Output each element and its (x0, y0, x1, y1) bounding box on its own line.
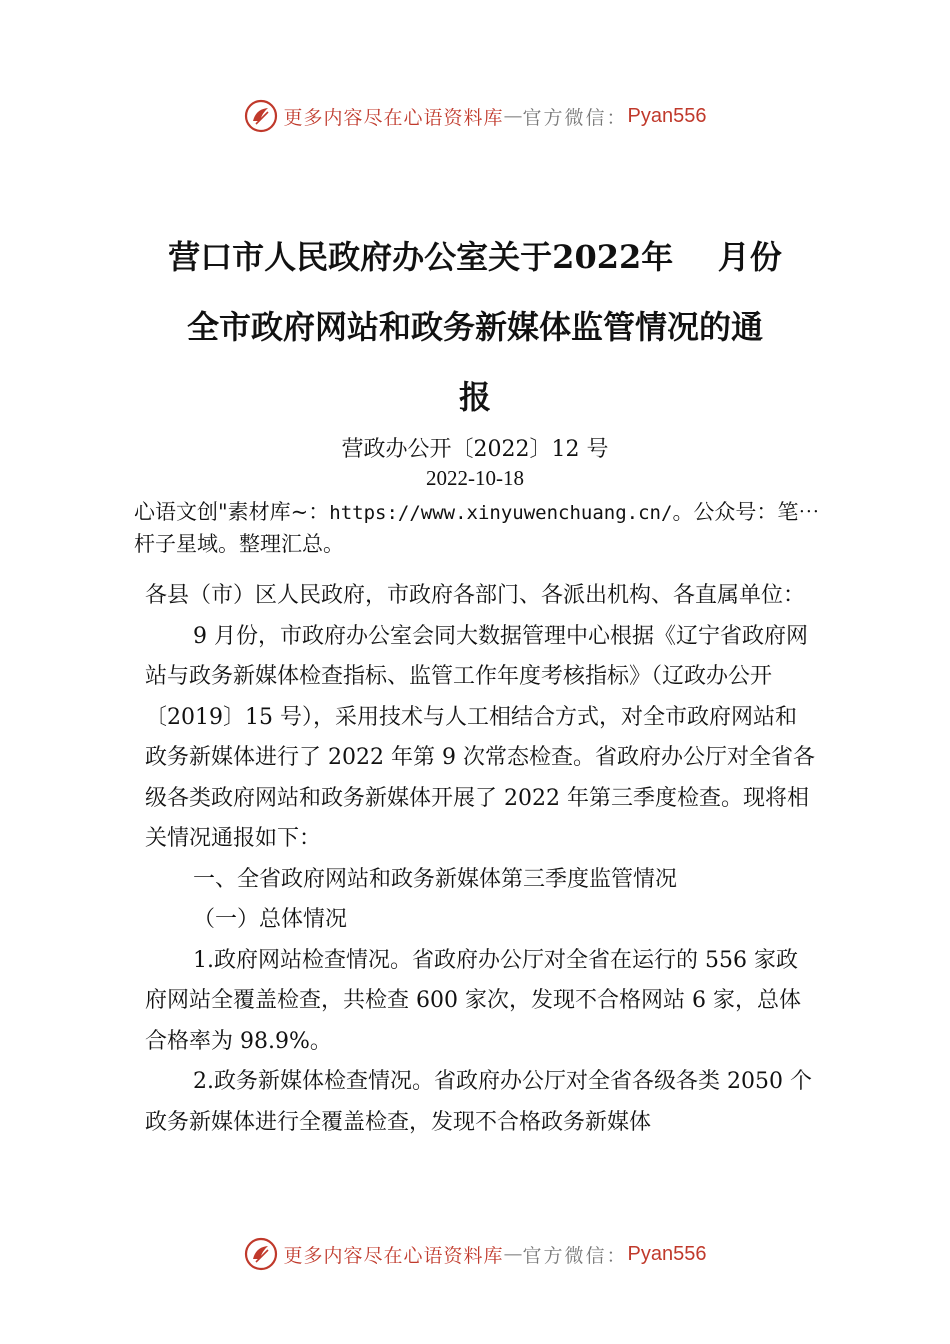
header-banner (0, 96, 950, 136)
brand-logo-icon (244, 99, 278, 133)
source-prefix: 心语文创"素材库~： (134, 500, 330, 524)
title-line-1: 营口市人民政府办公室关于2022年 月份 (168, 238, 782, 276)
source-note (134, 497, 834, 560)
banner-wechat-label: 官方微信： (522, 106, 628, 129)
document-title (120, 222, 830, 432)
banner-dash: — (503, 1243, 523, 1265)
paragraph-intro: 9 月份，市政府办公室会同大数据管理中心根据《辽宁省政府网站与政务新媒体检查指标、监管工作年度考核指标》（辽政办公开〔2019〕15 号），采用技术与人工相结合方式，对全市政府网站和政务新媒体进行了 2022 年第 9 次常态检查。省政府办公厅对全省各级各类政府网站和政务新媒体开展了 2022 年第三季度检查。现将相关情况通报如下： (145, 623, 815, 851)
banner-wechat-id: Pyan556 (627, 1242, 707, 1265)
banner-wechat-label: 官方微信： (522, 1244, 628, 1267)
title-line-2: 全市政府网站和政务新媒体监管情况的通 (186, 308, 763, 346)
document-number: 营政办公开〔2022〕12 号 (341, 437, 609, 462)
paragraph-new-media-check: 2.政务新媒体检查情况。省政府办公厅对全省各级各类 2050 个政务新媒体进行全覆盖检查，发现不合格政务新媒体 (145, 1069, 812, 1135)
subsection-heading-1: （一）总体情况 (193, 907, 348, 932)
footer-banner (0, 1234, 950, 1274)
brand-logo-icon (244, 1237, 278, 1271)
banner-dash: — (503, 105, 523, 127)
banner-wechat-id: Pyan556 (627, 104, 707, 127)
banner-brand: 更多内容尽在心语资料库 (283, 1244, 504, 1267)
paragraph-website-check: 1.政府网站检查情况。省政府办公厅对全省在运行的 556 家政府网站全覆盖检查，共检查 600 家次，发现不合格网站 6 家，总体合格率为 98.9%。 (145, 947, 801, 1054)
banner-brand: 更多内容尽在心语资料库 (283, 106, 504, 129)
section-heading-1: 一、全省政府网站和政务新媒体第三季度监管情况 (193, 866, 678, 892)
source-suffix: 。公众号：笔⋯杆子星域。整理汇总。 (134, 500, 820, 556)
source-url-link[interactable]: https://www.xinyuwenchuang.cn/ (329, 502, 673, 524)
title-line-3: 报 (458, 378, 491, 416)
document-body (145, 576, 817, 1143)
salutation: 各县（市）区人民政府，市政府各部门、各派出机构、各直属单位： (145, 583, 806, 608)
document-date: 2022-10-18 (426, 466, 524, 490)
